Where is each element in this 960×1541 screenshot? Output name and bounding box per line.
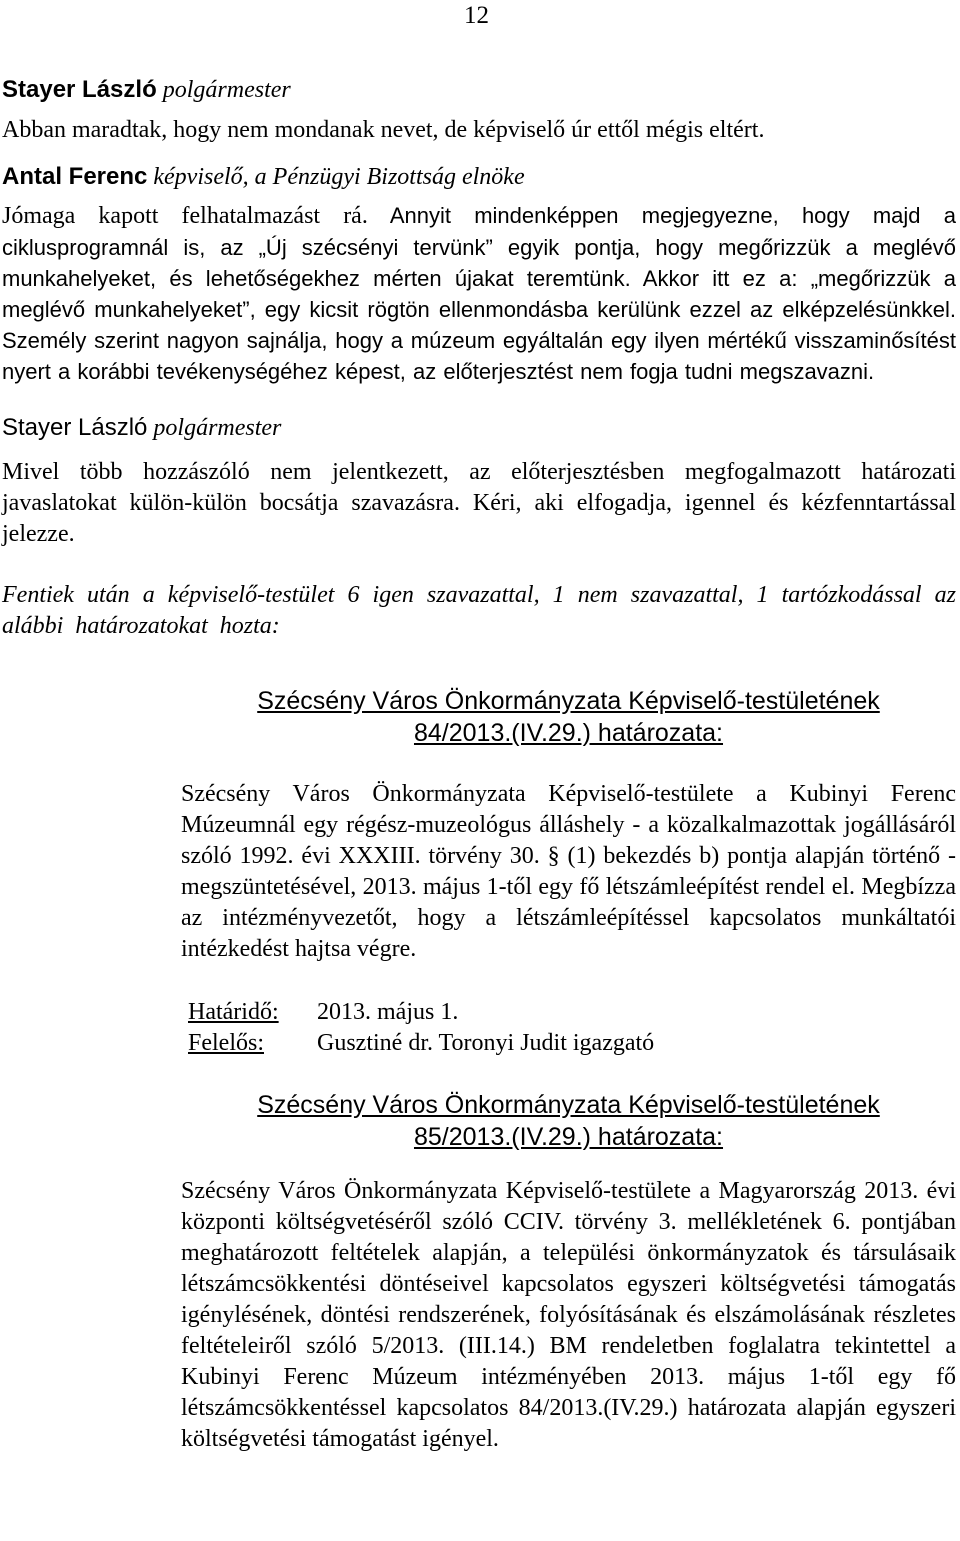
speech-paragraph [2, 200, 956, 387]
page-number: 12 [464, 2, 489, 29]
speech-continuation: Annyit mindenképpen megjegyezne, hogy majd a ciklusprogramnál is, az „Új szécsényi tervünk” egyik pontja, hogy megőrizzük a meglévő munkahelyeket, és lehetőségekhez mérten újakat teremtünk. Akkor itt ez a: „megőrizzük a meglévő munkahelyeket”, egy kicsit rögtön ellenmondásba kerülünk ezzel az elképzelésünkkel. Személy szerint nagyon sajnálja, hogy a múzeum egyáltalán egy ilyen mértékű visszaminősítést nyert a korábbi tevékenységéhez képest, az előterjesztést nem fogja tudni megszavazni. [2, 203, 956, 384]
resolution-84 [2, 685, 956, 1059]
resolution-text: Szécsény Város Önkormányzata Képviselő-testülete a Magyarország 2013. évi központi költségvetéséről szóló CCIV. törvény 3. mellékletének 6. pontjában meghatározott feltételek alapján, a települési önkormányzatok és társulásaik létszámcsökkentési döntéseivel kapcsolatos egyszeri költségvetési támogatás igénylésének, döntési rendszerének, folyósításának és elszámolásának részletes feltételeiről szóló 5/2013. (III.14.) BM rendeletben foglalatra tekintettel a Kubinyi Ferenc Múzeum intézményében 2013. május 1-től egy fő létszámcsökkentéssel kapcsolatos 84/2013.(IV.29.) határozata alapján egyszeri költségvetési támogatást igényel. [181, 1178, 956, 1452]
resolution-number: 84/2013.(IV.29.) határozata: [413, 719, 724, 747]
responsible-value: Gusztiné dr. Toronyi Judit igazgató [317, 1030, 655, 1056]
speaker-name: Stayer László [2, 76, 157, 103]
deadline-value: 2013. május 1. [317, 999, 459, 1025]
resolution-title: Szécsény Város Önkormányzata Képviselő-testületének [257, 687, 880, 715]
resolution-title: Szécsény Város Önkormányzata Képviselő-testületének [257, 1091, 880, 1119]
speaker-heading [2, 412, 956, 443]
speaker-name: Antal Ferenc [2, 163, 148, 190]
resolution-85 [2, 1089, 956, 1455]
speech-paragraph: Mivel több hozzászóló nem jelentkezett, az előterjesztésben megfogalmazott határozati javaslatokat külön-külön bocsátja szavazásra. Kéri, aki elfogadja, igennel és kézfenntartással jelezze. [2, 459, 956, 547]
deadline-label: Határidő: [188, 999, 279, 1025]
speaker-role: képviselő, a Pénzügyi Bizottság elnöke [153, 164, 525, 190]
speaker-role: polgármester [153, 415, 282, 441]
resolution-text: Szécsény Város Önkormányzata Képviselő-testülete a Kubinyi Ferenc Múzeumnál egy régész-muzeológus álláshely - a közalkalmazottak jogállásáról szóló 1992. évi XXXIII. törvény 30. § (1) bekezdés b) pontja alapján történő - megszüntetésével, 2013. május 1-től egy fő létszámleépítést rendel el. Megbízza az intézményvezetőt, hogy a létszámleépítéssel kapcsolatos munkáltatói intézkedést hajtsa végre. [181, 781, 956, 962]
speaker-heading [2, 161, 956, 192]
deadline-row [188, 997, 956, 1028]
speaker-role: polgármester [162, 77, 291, 103]
resolution-number: 85/2013.(IV.29.) határozata: [413, 1123, 724, 1151]
responsible-label: Felelős: [188, 1030, 264, 1056]
speech-paragraph: Abban maradtak, hogy nem mondanak nevet, de képviselő úr ettől mégis eltért. [2, 117, 765, 143]
speaker-heading [2, 74, 956, 105]
speech-intro: Jómaga kapott felhatalmazást rá. [2, 203, 368, 229]
speaker-name: Stayer László [2, 414, 148, 441]
vote-result: Fentiek után a képviselő-testület 6 igen szavazattal, 1 nem szavazattal, 1 tartózkodással az alábbi határozatokat hozta: [2, 582, 956, 639]
responsible-row [188, 1028, 956, 1059]
document-body [2, 74, 956, 1455]
